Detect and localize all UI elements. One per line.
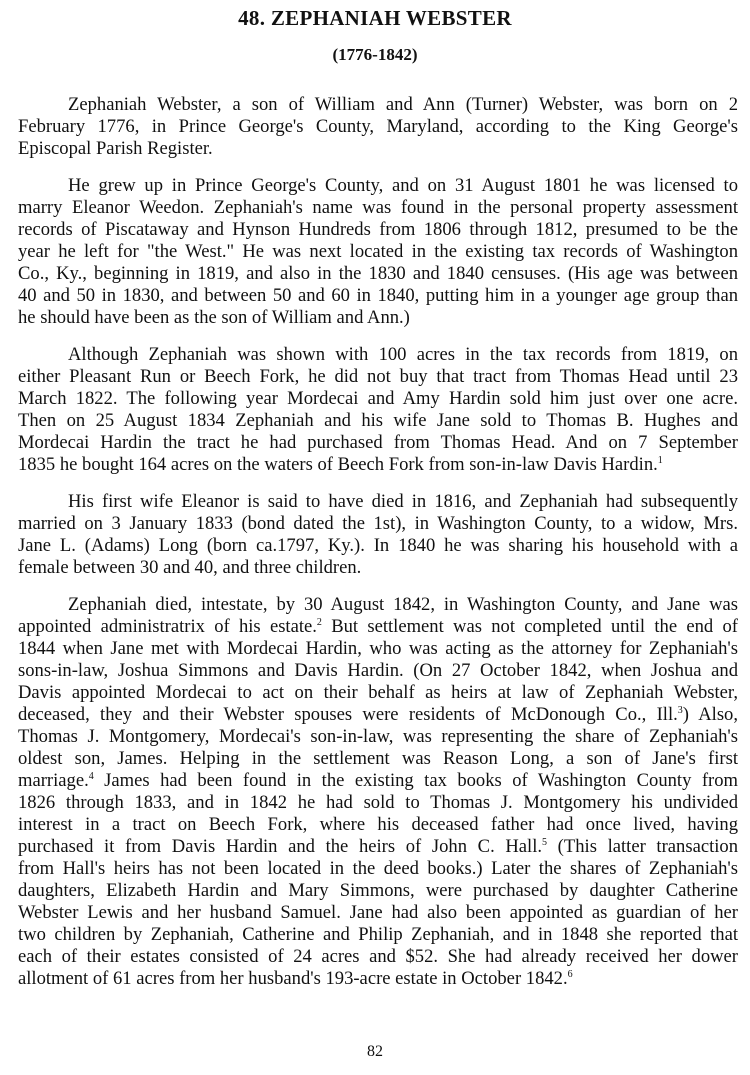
- text-line: Jane L. (Adams) Long (born ca.1797, Ky.). In 1840 he was sharing his household with a: [18, 535, 738, 556]
- footnote-marker: 4: [88, 771, 94, 782]
- footnote-marker: 5: [542, 837, 548, 848]
- text-line: February 1776, in Prince George's County, Maryland, according to the King George's: [18, 116, 738, 137]
- footnote-marker: 1: [657, 455, 663, 466]
- footnote-marker: 3: [677, 705, 683, 716]
- text-line: purchased it from Davis Hardin and the heirs of John C. Hall.$^5$ (This latter transaction: [18, 836, 738, 857]
- page-number: 82: [367, 1043, 383, 1060]
- text-line: appointed administratrix of his estate.$^2$ But settlement was not completed until the end of: [18, 616, 738, 637]
- text-line: He grew up in Prince George's County, and on 31 August 1801 he was licensed to: [68, 175, 738, 196]
- text-line: Zephaniah Webster, a son of William and Ann (Turner) Webster, was born on 2: [68, 94, 738, 115]
- text-line: Then on 25 August 1834 Zephaniah and his wife Jane sold to Thomas B. Hughes and: [18, 410, 738, 431]
- text-line: Co., Ky., beginning in 1819, and also in the 1830 and 1840 censuses. (His age was between: [18, 263, 738, 284]
- text-line: marriage.$^4$ James had been found in the existing tax books of Washington County from: [18, 770, 738, 791]
- text-line: March 1822. The following year Mordecai and Amy Hardin sold him just over one acre.: [18, 388, 738, 409]
- text-line: deceased, they and their Webster spouses were residents of McDonough Co., Ill.$^3$) Also,: [18, 704, 739, 725]
- text-line: allotment of 61 acres from her husband's 193-acre estate in October 1842.$^6$: [18, 968, 573, 989]
- text-line: 1844 when Jane met with Mordecai Hardin, who was acting as the attorney for Zephaniah's: [18, 638, 738, 659]
- paragraph: [18, 94, 738, 160]
- text-line: His first wife Eleanor is said to have died in 1816, and Zephaniah had subsequently: [68, 491, 738, 512]
- paragraph: [18, 594, 738, 990]
- text-line: Although Zephaniah was shown with 100 acres in the tax records from 1819, on: [68, 344, 738, 365]
- paragraph: [18, 491, 738, 579]
- text-line: 40 and 50 in 1830, and between 50 and 60 in 1840, putting him in a younger age group than: [18, 285, 738, 306]
- paragraph: [18, 175, 738, 329]
- text-line: married on 3 January 1833 (bond dated the 1st), in Washington County, to a widow, Mrs.: [18, 513, 738, 534]
- text-line: daughters, Elizabeth Hardin and Mary Simmons, were purchased by daughter Catherine: [18, 880, 738, 901]
- text-line: oldest son, James. Helping in the settlement was Reason Long, a son of Jane's first: [18, 748, 738, 769]
- chapter-title: 48. ZEPHANIAH WEBSTER: [238, 6, 512, 30]
- text-line: sons-in-law, Joshua Simmons and Davis Hardin. (On 27 October 1842, when Joshua and: [18, 660, 738, 681]
- text-line: from Hall's heirs has not been located in the deed books.) Later the shares of Zephaniah's: [18, 858, 738, 879]
- text-line: Webster Lewis and her husband Samuel. Jane had also been appointed as guardian of her: [18, 902, 738, 923]
- text-line: Thomas J. Montgomery, Mordecai's son-in-law, was representing the share of Zephaniah's: [18, 726, 738, 747]
- text-line: 1835 he bought 164 acres on the waters of Beech Fork from son-in-law Davis Hardin.$^1$: [18, 454, 663, 475]
- text-line: Zephaniah died, intestate, by 30 August 1842, in Washington County, and Jane was: [68, 594, 738, 615]
- document-body: [18, 94, 738, 1005]
- text-line: he should have been as the son of William and Ann.): [18, 307, 410, 328]
- text-line: female between 30 and 40, and three children.: [18, 557, 362, 578]
- paragraph: [18, 344, 738, 476]
- text-line: marry Eleanor Weedon. Zephaniah's name was found in the personal property assessment: [18, 197, 738, 218]
- text-line: interest in a tract on Beech Fork, where his deceased father had once lived, having: [18, 814, 738, 835]
- text-line: records of Piscataway and Hynson Hundreds from 1806 through 1812, presumed to be the: [18, 219, 738, 240]
- footnote-marker: 2: [316, 617, 322, 628]
- text-line: either Pleasant Run or Beech Fork, he did not buy that tract from Thomas Head until 23: [18, 366, 738, 387]
- text-line: year he left for "the West." He was next located in the existing tax records of Washington: [18, 241, 738, 262]
- text-line: two children by Zephaniah, Catherine and Philip Zephaniah, and in 1848 she reported that: [18, 924, 738, 945]
- footnote-marker: 6: [567, 969, 573, 980]
- text-line: Mordecai Hardin the tract he had purchased from Thomas Head. And on 7 September: [18, 432, 738, 453]
- life-dates: (1776-1842): [332, 45, 418, 64]
- text-line: 1826 through 1833, and in 1842 he had sold to Thomas J. Montgomery his undivided: [18, 792, 738, 813]
- text-line: each of their estates consisted of 24 acres and $52. She had already received her dower: [18, 946, 738, 967]
- text-line: Episcopal Parish Register.: [18, 138, 213, 159]
- text-line: Davis appointed Mordecai to act on their behalf as heirs at law of Zephaniah Webster,: [18, 682, 738, 703]
